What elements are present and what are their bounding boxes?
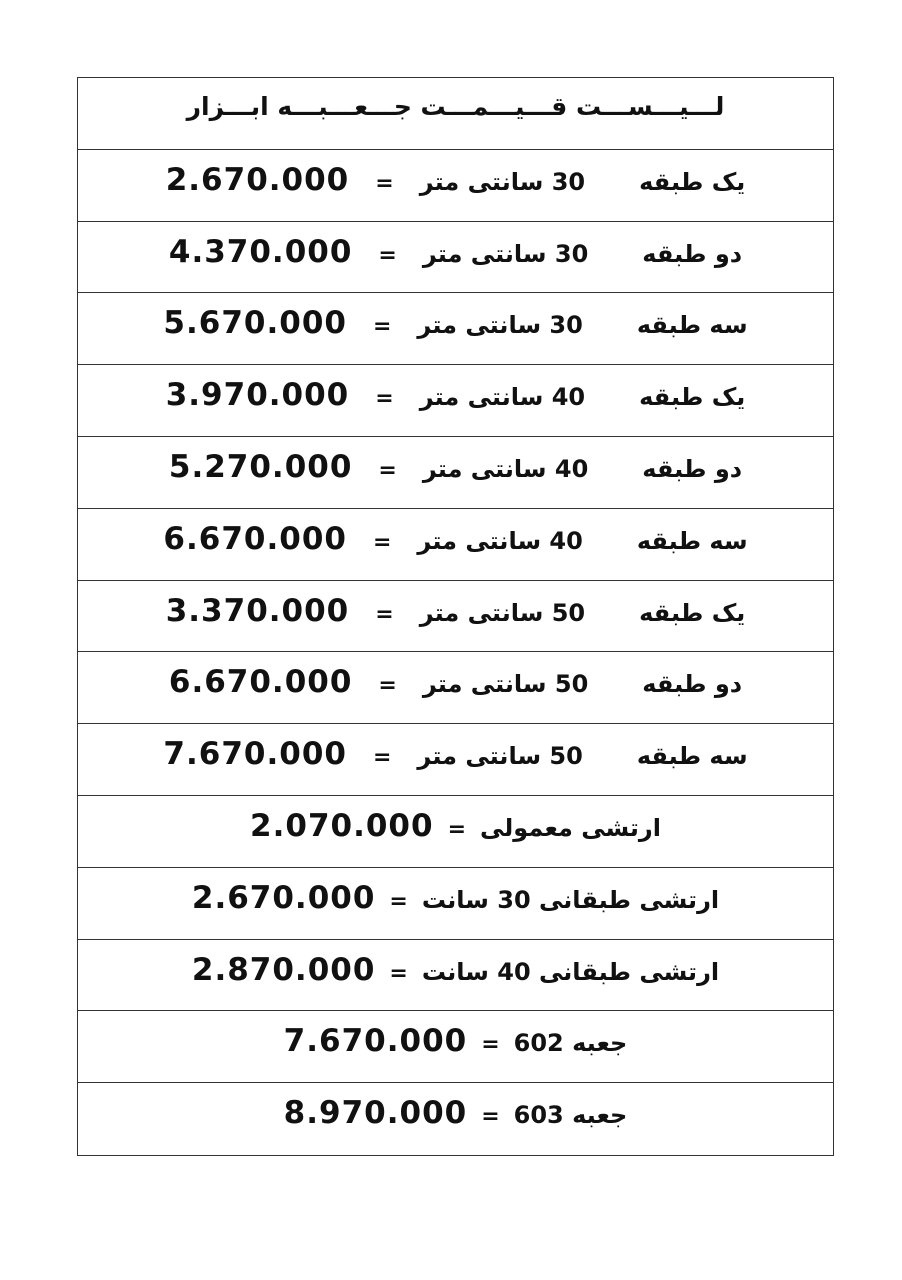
equals-sign: = [375, 386, 394, 412]
price-value: 5.270.000 [168, 448, 353, 485]
price-table [77, 77, 834, 1156]
row-label: یک طبقه [639, 598, 746, 627]
size-text: 50 سانتی متر [422, 670, 589, 699]
size-text: 40 سانتی متر [417, 526, 583, 555]
equals-sign: = [481, 1104, 500, 1130]
row-label: جعبه 602 [513, 1029, 628, 1058]
table-row [78, 365, 833, 437]
equals-sign: = [378, 242, 397, 268]
table-row [78, 796, 833, 868]
price-value: 2.870.000 [191, 951, 376, 988]
row-label: ارتشی طبقانی 30 سانت [421, 885, 720, 914]
row-label: یک طبقه [639, 167, 746, 196]
table-row [78, 222, 833, 294]
size-text: 30 سانتی متر [417, 311, 583, 340]
size-text: 40 سانتی متر [422, 454, 589, 483]
row-label: یک طبقه [639, 383, 746, 412]
row-label: سه طبقه [636, 526, 748, 555]
table-row [78, 724, 833, 796]
title-row [78, 78, 833, 150]
price-value: 7.670.000 [283, 1023, 468, 1060]
price-value: 6.670.000 [168, 664, 353, 701]
row-label: ارتشی طبقانی 40 سانت [421, 957, 720, 986]
table-row [78, 1011, 833, 1083]
size-text: 50 سانتی متر [419, 598, 586, 627]
row-label: جعبه 603 [513, 1101, 628, 1130]
table-row [78, 509, 833, 581]
price-value: 2.670.000 [165, 161, 350, 198]
table-row [78, 293, 833, 365]
price-value: 2.070.000 [250, 807, 434, 844]
equals-sign: = [378, 457, 397, 483]
equals-sign: = [372, 314, 392, 340]
price-value: 2.670.000 [191, 879, 376, 916]
price-value: 7.670.000 [163, 736, 347, 773]
price-value: 5.670.000 [163, 305, 347, 342]
equals-sign: = [372, 529, 392, 555]
row-label: دو طبقه [642, 670, 743, 699]
price-value: 8.970.000 [283, 1095, 468, 1132]
equals-sign: = [375, 170, 394, 196]
row-label: سه طبقه [636, 311, 748, 340]
row-label: سه طبقه [636, 742, 748, 771]
table-row [78, 150, 833, 222]
size-text: 30 سانتی متر [422, 239, 589, 268]
size-text: 40 سانتی متر [419, 383, 586, 412]
table-row [78, 940, 833, 1012]
page-title: لـــیـــســـت قـــیـــمـــت جـــعـــبـــه ابـــزار [186, 92, 725, 121]
price-value: 6.670.000 [163, 520, 347, 557]
size-text: 30 سانتی متر [419, 167, 586, 196]
equals-sign: = [447, 816, 467, 842]
table-row [78, 437, 833, 509]
table-row [78, 868, 833, 940]
size-text: 50 سانتی متر [417, 742, 583, 771]
row-label: دو طبقه [642, 454, 743, 483]
row-label: دو طبقه [642, 239, 743, 268]
equals-sign: = [389, 960, 408, 986]
table-row [78, 581, 833, 653]
price-value: 3.370.000 [165, 592, 350, 629]
row-label: ارتشی معمولی [480, 813, 661, 842]
table-row [78, 1083, 833, 1155]
equals-sign: = [481, 1032, 500, 1058]
price-value: 4.370.000 [168, 233, 353, 270]
price-value: 3.970.000 [165, 377, 350, 414]
equals-sign: = [372, 745, 392, 771]
table-row [78, 652, 833, 724]
equals-sign: = [378, 673, 397, 699]
equals-sign: = [375, 601, 394, 627]
equals-sign: = [389, 888, 408, 914]
